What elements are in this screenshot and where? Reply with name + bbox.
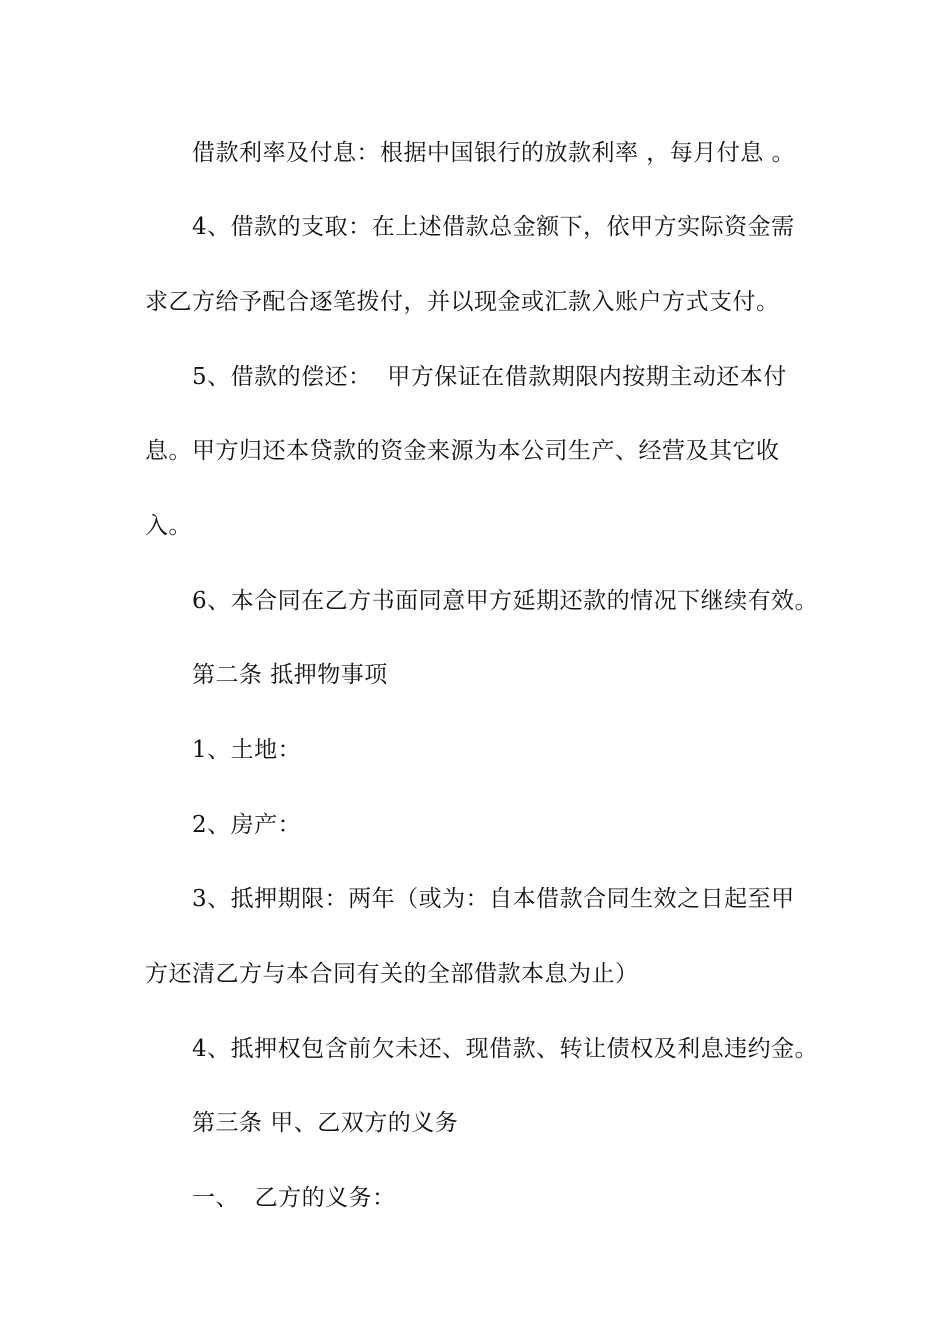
- paragraph-extension-validity: 6、本合同在乙方书面同意甲方延期还款的情况下继续有效。: [192, 588, 819, 614]
- paragraph-loan-withdrawal: 4、借款的支取：在上述借款总金额下，依甲方实际资金需: [192, 214, 795, 240]
- item-land: 1、土地：: [192, 737, 302, 763]
- article-three-heading: 第三条 甲、乙双方的义务: [192, 1110, 459, 1136]
- item-property: 2、房产：: [192, 812, 302, 838]
- article-two-heading: 第二条 抵押物事项: [192, 662, 388, 688]
- item-mortgage-term-cont: 方还清乙方与本合同有关的全部借款本息为止）: [145, 961, 639, 987]
- paragraph-loan-repayment: 5、借款的偿还： 甲方保证在借款期限内按期主动还本付: [192, 364, 787, 390]
- paragraph-loan-withdrawal-cont: 求乙方给予配合逐笔拨付，并以现金或汇款入账户方式支付。: [145, 289, 780, 315]
- item-mortgage-term: 3、抵押期限：两年（或为：自本借款合同生效之日起至甲: [192, 886, 795, 912]
- paragraph-loan-repayment-end: 入。: [145, 513, 192, 539]
- paragraph-interest-terms: 借款利率及付息：根据中国银行的放款利率 ，每月付息 。: [192, 140, 796, 166]
- paragraph-loan-repayment-cont: 息。甲方归还本贷款的资金来源为本公司生产、经营及其它收: [145, 438, 780, 464]
- item-mortgage-scope: 4、抵押权包含前欠未还、现借款、转让债权及利息违约金。: [192, 1036, 819, 1062]
- section-party-b-obligations: 一、 乙方的义务：: [192, 1185, 396, 1211]
